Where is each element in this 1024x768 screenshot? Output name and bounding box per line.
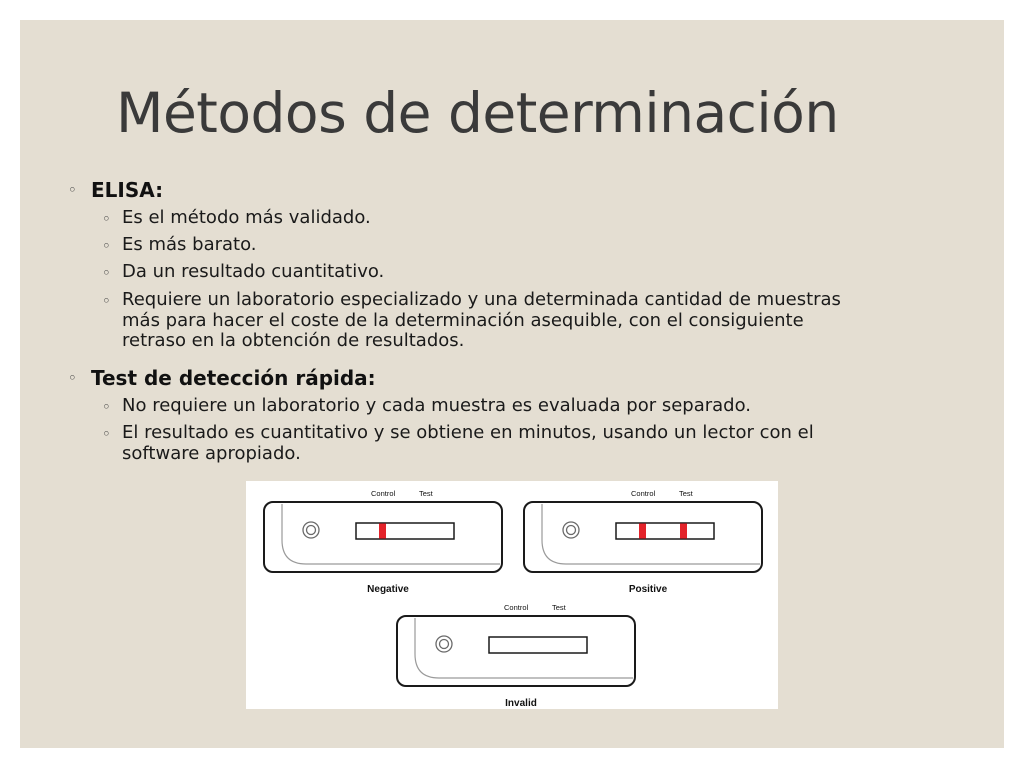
bullet-icon: ◦ xyxy=(102,425,111,443)
test-line-mark xyxy=(680,524,687,539)
bullet-text: Es más barato. xyxy=(122,234,257,255)
result-window xyxy=(616,523,714,539)
bullet-icon: ◦ xyxy=(102,264,111,282)
control-label: Control xyxy=(371,489,396,498)
bullet-icon: ◦ xyxy=(68,181,77,199)
bullet-icon: ◦ xyxy=(102,210,111,228)
bullet-text: Da un resultado cuantitativo. xyxy=(122,261,385,282)
result-window xyxy=(489,637,587,653)
control-line-mark xyxy=(379,524,386,539)
test-label: Test xyxy=(552,603,566,612)
slide-title: Métodos de determinación xyxy=(116,81,839,145)
bullet-icon: ◦ xyxy=(102,398,111,416)
test-label: Test xyxy=(679,489,693,498)
bullet-text: Es el método más validado. xyxy=(122,207,371,228)
section-heading-elisa: ELISA: xyxy=(91,178,164,202)
section-heading-rapid-test: Test de detección rápida: xyxy=(91,366,376,390)
bullet-text: No requiere un laboratorio y cada muestra es evaluada por separado. xyxy=(122,395,752,416)
test-label: Test xyxy=(419,489,433,498)
control-line-mark xyxy=(639,524,646,539)
cassette-caption: Negative xyxy=(367,584,409,595)
bullet-text: Requiere un laboratorio especializado y una determinada cantidad de muestras xyxy=(122,289,841,310)
cassette-caption: Positive xyxy=(628,584,668,595)
bullet-text: retraso en la obtención de resultados. xyxy=(122,330,465,351)
bullet-text: software apropiado. xyxy=(122,442,301,464)
bullet-icon: ◦ xyxy=(102,292,111,310)
result-window xyxy=(356,523,454,539)
bullet-icon: ◦ xyxy=(68,369,77,387)
test-cassette-diagram xyxy=(246,481,778,709)
control-label: Control xyxy=(631,489,656,498)
test-cassette-figure xyxy=(246,481,778,709)
slide xyxy=(20,20,1004,748)
bullet-list xyxy=(20,20,1004,480)
cassette-caption: Invalid xyxy=(505,698,537,709)
bullet-icon: ◦ xyxy=(102,237,111,255)
control-label: Control xyxy=(504,603,529,612)
bullet-text: más para hacer el coste de la determinación asequible, con el consiguiente xyxy=(122,309,804,331)
bullet-text: El resultado es cuantitativo y se obtiene en minutos, usando un lector con el xyxy=(122,422,814,443)
